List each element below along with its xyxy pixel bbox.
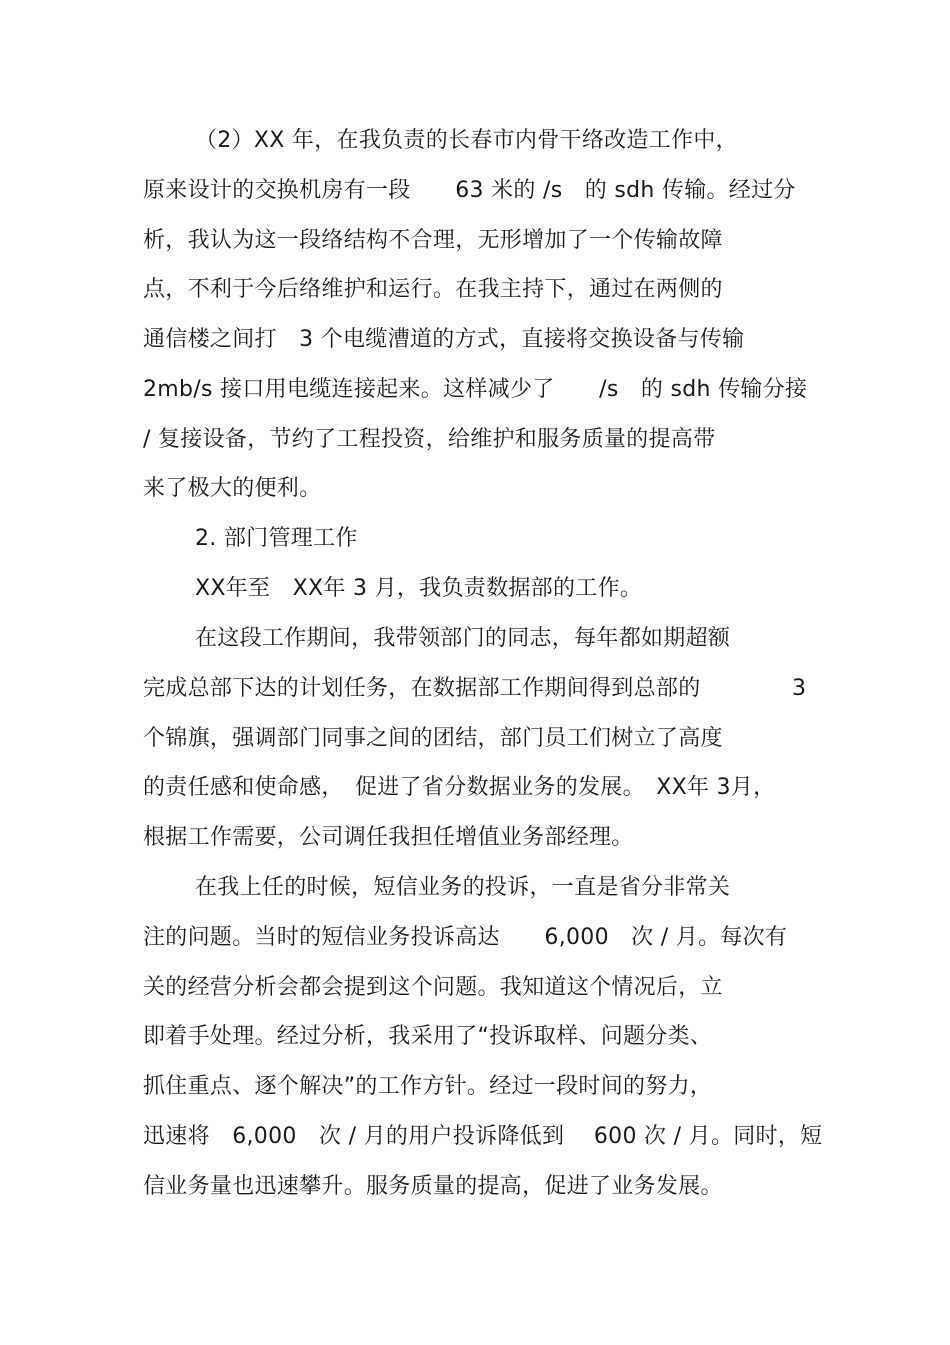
- paragraph-2-line-1: XX年至 XX年 3 月，我负责数据部的工作。: [195, 576, 643, 601]
- paragraph-4-line-5: 抓住重点、逐个解决”的工作方针。经过一段时间的努力，: [143, 1074, 713, 1099]
- section-heading: 2. 部门管理工作: [195, 526, 358, 551]
- paragraph-1-line-1: （2）XX 年，在我负责的长春市内骨干络改造工作中，: [195, 128, 738, 153]
- paragraph-4-line-4: 即着手处理。经过分析，我采用了“投诉取样、问题分类、: [143, 1024, 713, 1049]
- paragraph-3-line-4: 的责任感和使命感， 促进了省分数据业务的发展。 XX年 3月，: [143, 775, 776, 800]
- paragraph-1-line-2: 原来设计的交换机房有一段 63 米的 /s 的 sdh 传输。经过分: [143, 178, 796, 203]
- paragraph-4-line-6: 迅速将 6,000 次 / 月的用户投诉降低到 600 次 / 月。同时，短: [143, 1124, 823, 1149]
- paragraph-4-line-7: 信业务量也迅速攀升。服务质量的提高，促进了业务发展。: [143, 1174, 723, 1199]
- paragraph-3-line-5: 根据工作需要，公司调任我担任增值业务部经理。: [143, 825, 634, 850]
- paragraph-3-line-2: 完成总部下达的计划任务，在数据部工作期间得到总部的: [143, 676, 701, 701]
- paragraph-3-line-2-number: 3: [792, 676, 807, 701]
- paragraph-4-line-2: 注的问题。当时的短信业务投诉高达 6,000 次 / 月。每次有: [143, 925, 788, 950]
- paragraph-3-line-3: 个锦旗，强调部门同事之间的团结，部门员工们树立了高度: [143, 726, 723, 751]
- paragraph-4-line-3: 关的经营分析会都会提到这个问题。我知道这个情况后，立: [143, 975, 723, 1000]
- paragraph-4-line-1: 在我上任的时候，短信业务的投诉，一直是省分非常关: [195, 875, 731, 900]
- paragraph-1-line-3: 析，我认为这一段络结构不合理，无形增加了一个传输故障: [143, 228, 723, 253]
- paragraph-1-line-8: 来了极大的便利。: [143, 476, 322, 501]
- paragraph-1-line-5: 通信楼之间打 3 个电缆漕道的方式，直接将交换设备与传输: [143, 327, 745, 352]
- paragraph-1-line-4: 点，不利于今后络维护和运行。在我主持下，通过在两侧的: [143, 277, 723, 302]
- paragraph-3-line-1: 在这段工作期间，我带领部门的同志，每年都如期超额: [195, 626, 731, 651]
- paragraph-1-line-7: / 复接设备，节约了工程投资，给维护和服务质量的提高带: [143, 427, 716, 452]
- paragraph-1-line-6: 2mb/s 接口用电缆连接起来。这样减少了 /s 的 sdh 传输分接: [143, 377, 808, 402]
